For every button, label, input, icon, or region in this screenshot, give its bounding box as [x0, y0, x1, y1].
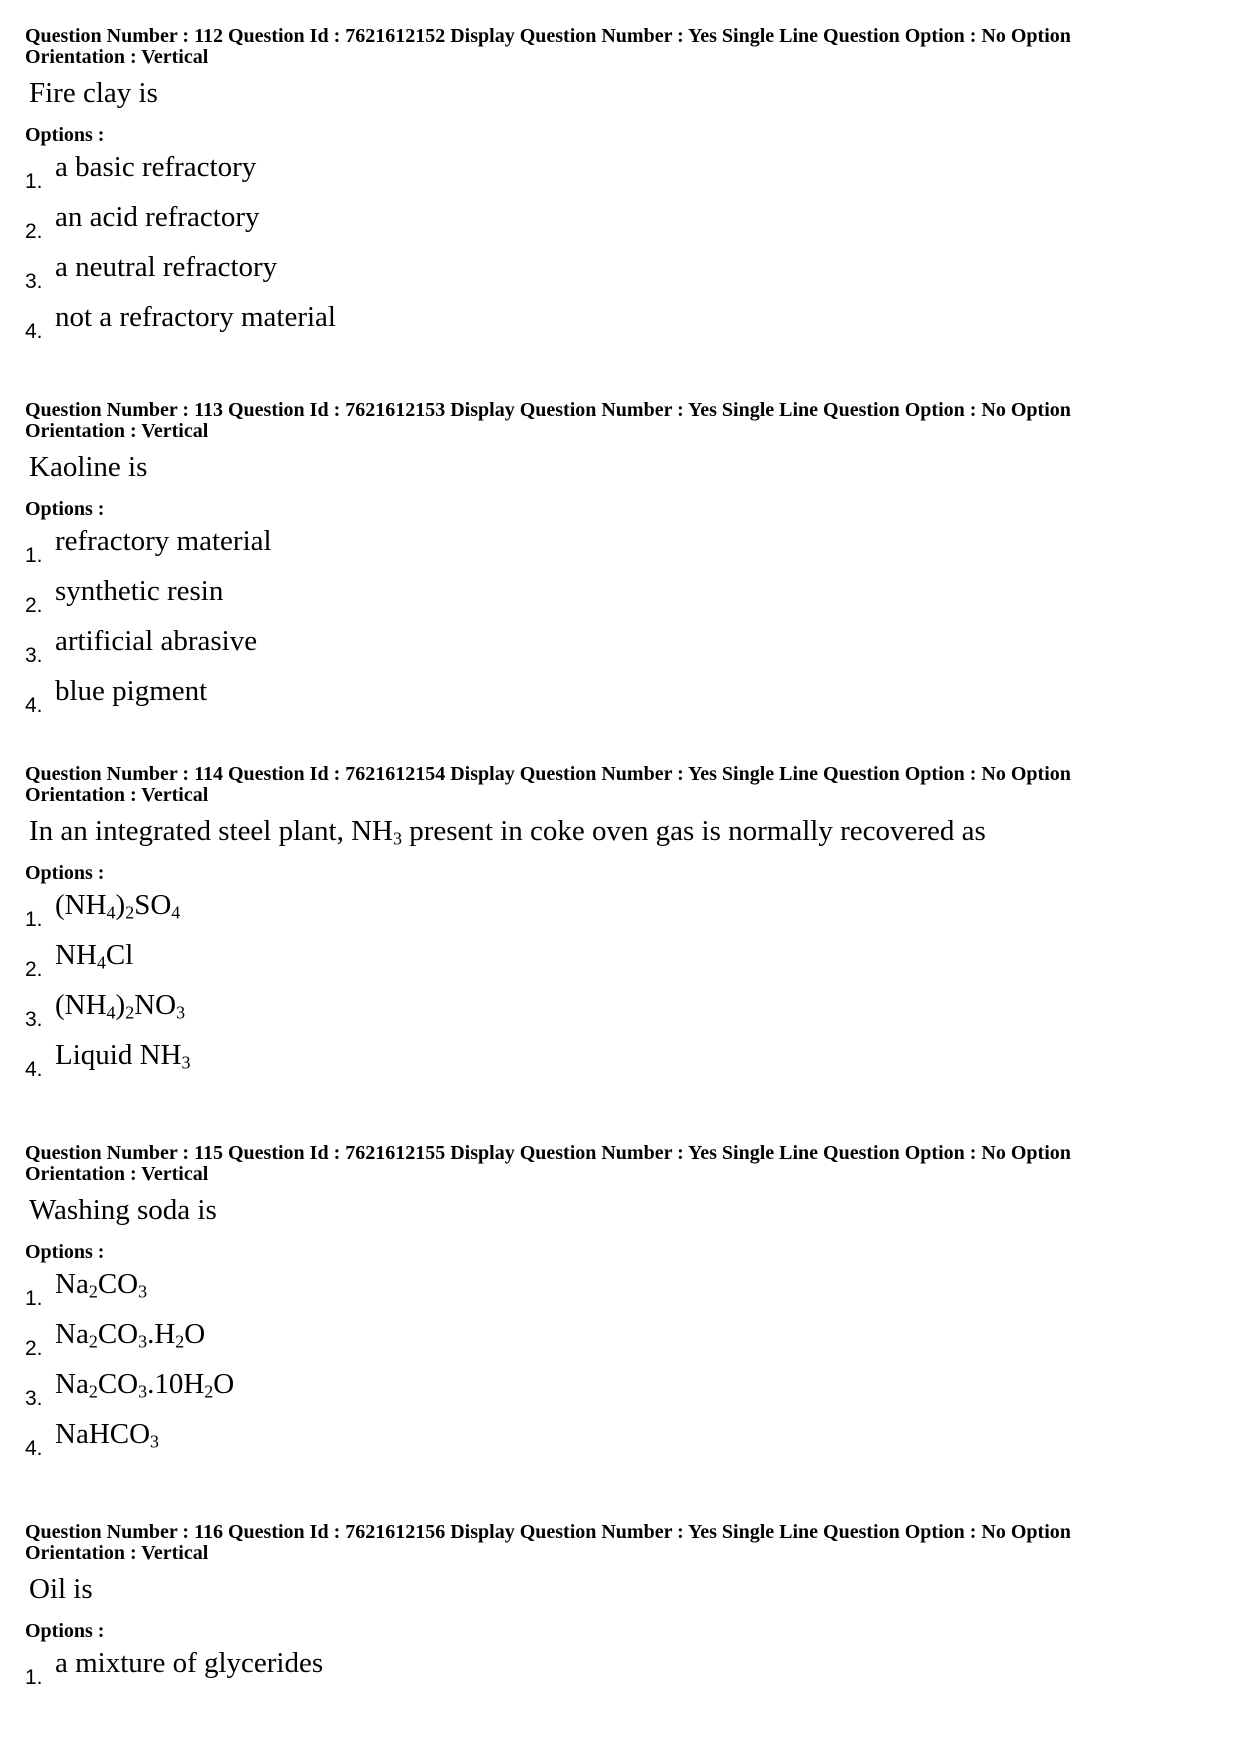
- option-number: 1.: [25, 170, 43, 193]
- options-list: [25, 886, 1205, 1086]
- option-item[interactable]: [25, 1415, 1205, 1465]
- option-text: blue pigment: [55, 675, 208, 707]
- option-text: NaHCO$_3$: [55, 1418, 160, 1452]
- option-number: 1.: [25, 1666, 43, 1689]
- option-number: 3.: [25, 1008, 43, 1031]
- option-number: 2.: [25, 1337, 43, 1360]
- options-label: Options :: [25, 124, 105, 146]
- option-number: 3.: [25, 644, 43, 667]
- option-number: 4.: [25, 694, 43, 717]
- option-number: 3.: [25, 1387, 43, 1410]
- question-stem: Kaoline is: [29, 451, 148, 483]
- options-list: [25, 522, 1205, 722]
- option-text: an acid refractory: [55, 201, 260, 233]
- question-block-116: [25, 1522, 1205, 1694]
- option-text: a mixture of glycerides: [55, 1647, 324, 1679]
- option-item[interactable]: [25, 148, 1205, 198]
- option-item[interactable]: [25, 248, 1205, 298]
- option-number: 1.: [25, 544, 43, 567]
- question-meta: Question Number : 114 Question Id : 7621612154 Display Question Number : Yes Single Line Question Option : No Option Orientation : Vertical: [25, 763, 1071, 806]
- question-stem: In an integrated steel plant, $NH_3$ present in coke oven gas is normally recovered as: [29, 815, 986, 849]
- option-number: 2.: [25, 958, 43, 981]
- option-text: $(NH_4)_2NO_3$: [55, 989, 186, 1023]
- question-stem: Oil is: [29, 1573, 93, 1605]
- option-number: 1.: [25, 1287, 43, 1310]
- option-text: $NH_4Cl$: [55, 939, 134, 973]
- options-list: [25, 1265, 1205, 1465]
- option-number: 2.: [25, 594, 43, 617]
- option-text: $Na_2CO_3$: [55, 1268, 148, 1302]
- option-item[interactable]: [25, 672, 1205, 722]
- option-item[interactable]: [25, 886, 1205, 936]
- options-list: [25, 1644, 1205, 1694]
- option-text: synthetic resin: [55, 575, 224, 607]
- options-label: Options :: [25, 1620, 105, 1642]
- option-item[interactable]: [25, 1365, 1205, 1415]
- options-label: Options :: [25, 498, 105, 520]
- option-item[interactable]: [25, 1036, 1205, 1086]
- option-text: Liquid $NH_3$: [55, 1039, 191, 1073]
- question-stem: Fire clay is: [29, 77, 158, 109]
- option-item[interactable]: [25, 622, 1205, 672]
- question-meta: Question Number : 112 Question Id : 7621612152 Display Question Number : Yes Single Line Question Option : No Option Orientation : Vertical: [25, 25, 1071, 68]
- question-meta: Question Number : 116 Question Id : 7621612156 Display Question Number : Yes Single Line Question Option : No Option Orientation : Vertical: [25, 1521, 1071, 1564]
- option-number: 1.: [25, 908, 43, 931]
- question-block-113: [25, 400, 1205, 722]
- options-label: Options :: [25, 862, 105, 884]
- option-item[interactable]: [25, 198, 1205, 248]
- option-item[interactable]: [25, 522, 1205, 572]
- option-number: 3.: [25, 270, 43, 293]
- option-text: $Na_2CO_3.10H_2O$: [55, 1368, 235, 1402]
- option-text: a basic refractory: [55, 151, 257, 183]
- option-item[interactable]: [25, 572, 1205, 622]
- options-label: Options :: [25, 1241, 105, 1263]
- option-text: not a refractory material: [55, 301, 336, 333]
- option-number: 4.: [25, 320, 43, 343]
- options-list: [25, 148, 1205, 348]
- option-item[interactable]: [25, 936, 1205, 986]
- option-text: artificial abrasive: [55, 625, 258, 657]
- option-item[interactable]: [25, 1315, 1205, 1365]
- option-number: 4.: [25, 1058, 43, 1081]
- option-text: $Na_2CO_3.H_2O$: [55, 1318, 206, 1352]
- question-stem: Washing soda is: [29, 1194, 217, 1226]
- question-block-112: [25, 26, 1205, 348]
- option-item[interactable]: [25, 986, 1205, 1036]
- option-number: 4.: [25, 1437, 43, 1460]
- option-text: a neutral refractory: [55, 251, 278, 283]
- option-item[interactable]: [25, 298, 1205, 348]
- option-text: refractory material: [55, 525, 272, 557]
- option-item[interactable]: [25, 1644, 1205, 1694]
- option-number: 2.: [25, 220, 43, 243]
- question-meta: Question Number : 113 Question Id : 7621612153 Display Question Number : Yes Single Line Question Option : No Option Orientation : Vertical: [25, 399, 1071, 442]
- question-block-115: [25, 1143, 1205, 1465]
- option-text: $(NH_4)_2SO_4$: [55, 889, 181, 923]
- question-meta: Question Number : 115 Question Id : 7621612155 Display Question Number : Yes Single Line Question Option : No Option Orientation : Vertical: [25, 1142, 1071, 1185]
- option-item[interactable]: [25, 1265, 1205, 1315]
- question-block-114: [25, 764, 1205, 1086]
